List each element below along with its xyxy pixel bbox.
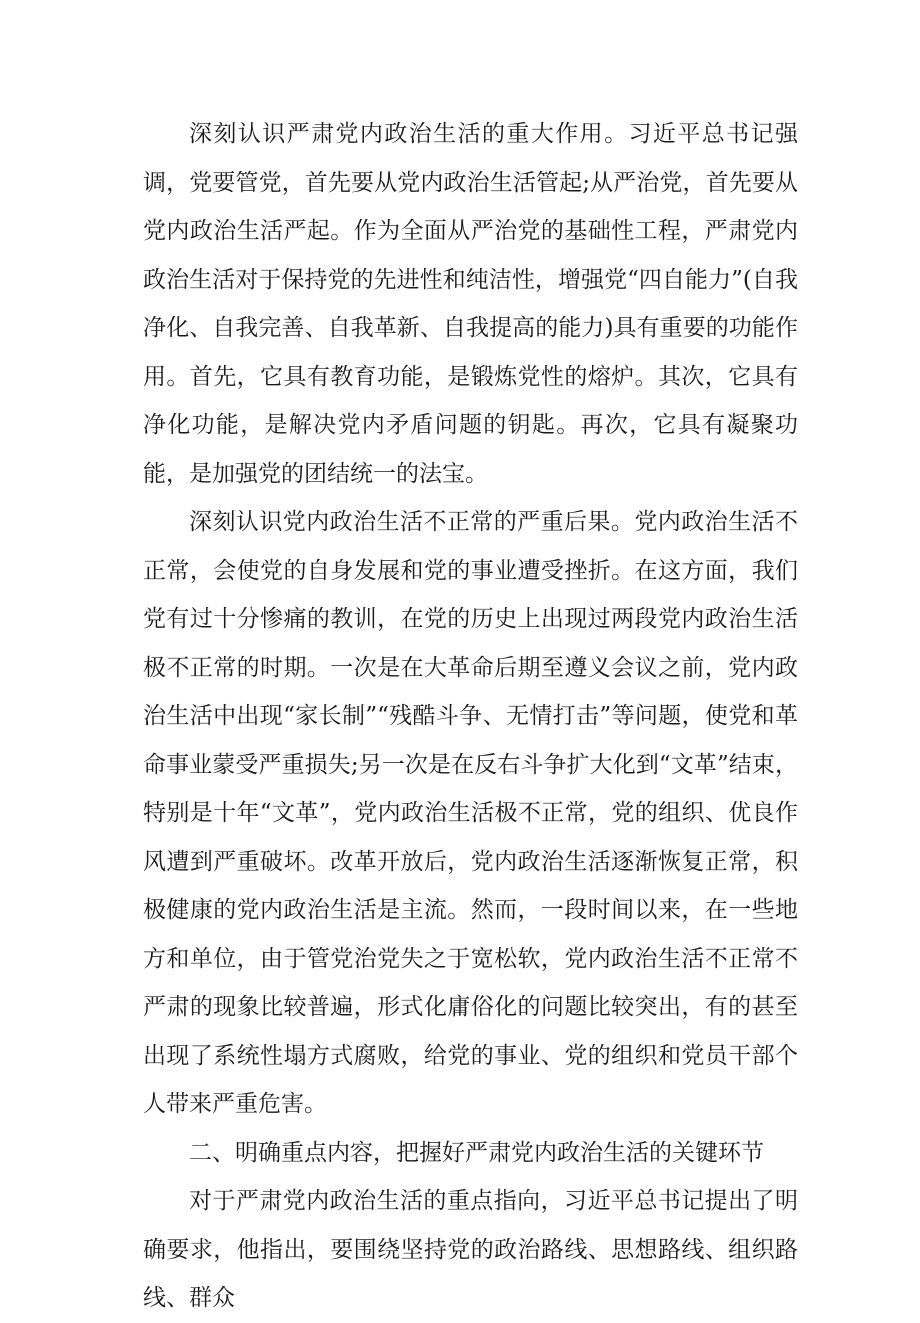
section-heading: 二、明确重点内容，把握好严肃党内政治生活的关键环节 <box>189 1139 764 1166</box>
paragraph-significance: 深刻认识严肃党内政治生活的重大作用。习近平总书记强调，党要管党，首先要从党内政治生活管起;从严治党，首先要从党内政治生活严起。作为全面从严治党的基础性工程，严肃党内政治生活对于保持党的先进性和纯洁性，增强党“四自能力”(自我净化、自我完善、自我革新、自我提高的能力)具有重要的功能作用。首先，它具有教育功能，是锻炼党性的熔炉。其次，它具有净化功能，是解决党内矛盾问题的钥匙。再次，它具有凝聚功能，是加强党的团结统一的法宝。 <box>143 121 798 487</box>
paragraph-key-points: 对于严肃党内政治生活的重点指向，习近平总书记提出了明确要求，他指出，要围绕坚持党的政治路线、思想路线、组织路线、群众 <box>143 1188 798 1311</box>
document-body <box>143 110 798 1323</box>
paragraph-consequences: 深刻认识党内政治生活不正常的严重后果。党内政治生活不正常，会使党的自身发展和党的事业遭受挫折。在这方面，我们党有过十分惨痛的教训，在党的历史上出现过两段党内政治生活极不正常的时期。一次是在大革命后期至遵义会议之前，党内政治生活中出现“家长制”“残酷斗争、无情打击”等问题，使党和革命事业蒙受严重损失;另一次是在反右斗争扩大化到“文革”结束，特别是十年“文革”，党内政治生活极不正常，党的组织、优良作风遭到严重破坏。改革开放后，党内政治生活逐渐恢复正常，积极健康的党内政治生活是主流。然而，一段时间以来，在一些地方和单位，由于管党治党失之于宽松软，党内政治生活不正常不严肃的现象比较普遍，形式化庸俗化的问题比较突出，有的甚至出现了系统性塌方式腐败，给党的事业、党的组织和党员干部个人带来严重危害。 <box>143 509 798 1117</box>
